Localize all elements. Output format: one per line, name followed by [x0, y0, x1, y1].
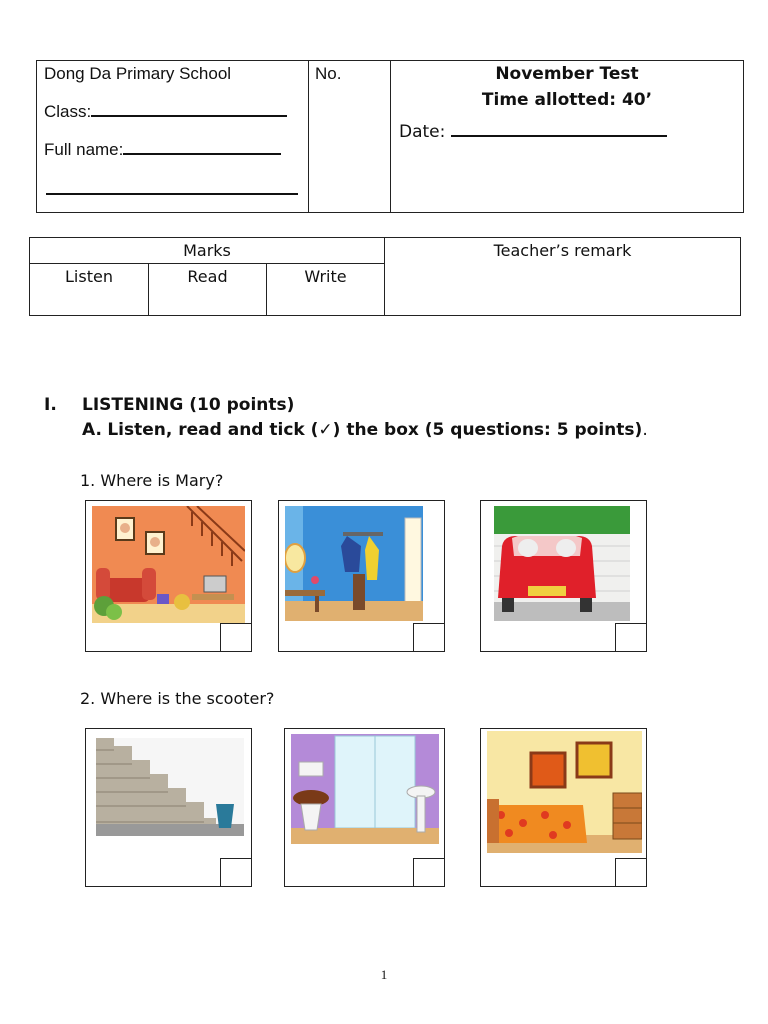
bedroom-image — [487, 731, 642, 853]
header-table — [36, 60, 744, 213]
date-field[interactable] — [399, 122, 667, 142]
q2-option-bedroom[interactable] — [480, 728, 647, 887]
marks-header: Marks — [30, 238, 385, 264]
test-title: November Test — [495, 64, 639, 84]
fullname-blank-line2[interactable] — [46, 193, 298, 195]
marks-col-listen: Listen — [30, 264, 149, 315]
marks-col-write: Write — [267, 264, 385, 315]
tick-box[interactable] — [413, 623, 445, 652]
stairs-image — [96, 738, 244, 836]
class-field[interactable] — [44, 102, 287, 122]
part-a-instruction — [82, 420, 648, 440]
tick-box[interactable] — [220, 858, 252, 887]
remark-header: Teacher’s remark — [493, 241, 632, 260]
part-period: . — [642, 420, 648, 440]
q2-option-bathroom[interactable] — [284, 728, 445, 887]
number-cell — [308, 61, 391, 212]
hallway-image — [285, 506, 423, 621]
q1-option-hallway[interactable] — [278, 500, 445, 652]
tick-box[interactable] — [615, 858, 647, 887]
student-info-cell — [37, 61, 309, 212]
q2-option-stairs[interactable] — [85, 728, 252, 887]
class-blank[interactable] — [91, 115, 287, 117]
date-blank[interactable] — [451, 135, 667, 137]
date-label: Date: — [399, 122, 446, 142]
question-2-label: 2. Where is the scooter? — [80, 689, 275, 708]
time-allotted: Time allotted: 40’ — [481, 90, 653, 110]
number-label: No. — [315, 64, 342, 83]
fullname-label: Full name: — [44, 140, 124, 159]
tick-box[interactable] — [615, 623, 647, 652]
school-name: Dong Da Primary School — [44, 64, 232, 83]
class-label: Class: — [44, 102, 92, 121]
question-1-label: 1. Where is Mary? — [80, 471, 224, 490]
tick-box[interactable] — [220, 623, 252, 652]
q1-option-living-room[interactable] — [85, 500, 252, 652]
bathroom-image — [291, 734, 439, 844]
marks-col-read: Read — [149, 264, 267, 315]
page-number: 1 — [380, 967, 388, 982]
q1-option-garage[interactable] — [480, 500, 647, 652]
living-room-image — [92, 506, 245, 623]
part-instruction: Listen, read and tick (✓) the box (5 questions: 5 points) — [107, 420, 643, 440]
part-label: A. — [82, 420, 102, 440]
section-title: LISTENING (10 points) — [82, 395, 295, 415]
marks-table — [29, 237, 741, 316]
garage-image — [494, 506, 630, 621]
test-info-cell — [391, 61, 743, 212]
section-number: I. — [44, 395, 57, 415]
tick-box[interactable] — [413, 858, 445, 887]
fullname-blank[interactable] — [123, 153, 281, 155]
fullname-field[interactable] — [44, 140, 281, 160]
